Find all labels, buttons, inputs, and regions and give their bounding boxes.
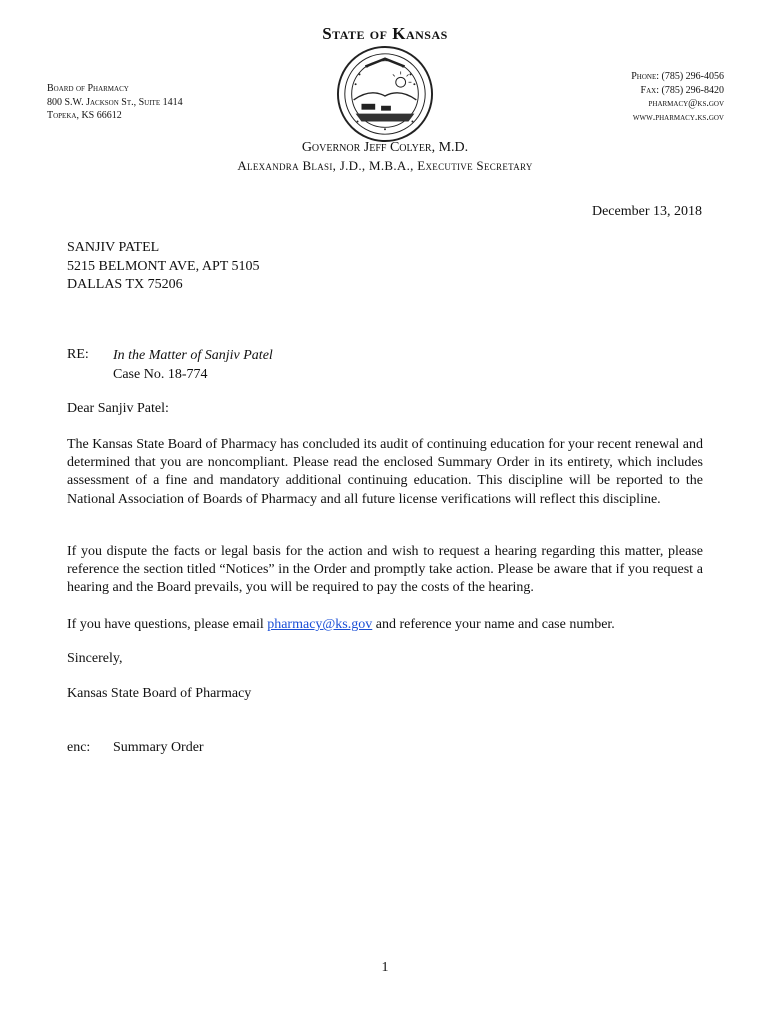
re-block (113, 347, 273, 384)
contact-phone: Phone: (785) 296-4056 (631, 71, 724, 82)
body-paragraph-1: The Kansas State Board of Pharmacy has concluded its audit of continuing education for your recent renewal and determined that you are noncompliant. Please read the enclosed Summary Order in its entirety, which includes assessment of a fine and mandatory additional continuing education. This discipline will be reported to the National Association of Boards of Pharmacy and all future license verifications will reflect this discipline. (67, 437, 703, 507)
contact-website[interactable]: www.pharmacy.ks.gov (632, 111, 724, 123)
salutation: Dear Sanjiv Patel: (67, 401, 169, 416)
agency-address-block (47, 82, 183, 123)
secretary-line: Alexandra Blasi, J.D., M.B.A., Executive Secretary (237, 158, 533, 173)
paragraph-3-tail: and reference your name and case number. (372, 617, 615, 632)
email-link[interactable]: pharmacy@ks.gov (267, 617, 373, 632)
contact-info-block (631, 70, 724, 124)
re-case-number: Case No. 18-774 (113, 366, 208, 382)
recipient-name: SANJIV PATEL (67, 240, 160, 255)
closing: Sincerely, (67, 651, 123, 666)
page-number: 1 (381, 960, 389, 975)
re-matter: In the Matter of Sanjiv Patel (113, 348, 273, 363)
paragraph-3-lead: If you have questions, please email (67, 617, 268, 632)
letter-date: December 13, 2018 (591, 204, 702, 219)
enclosure-label: enc: (67, 740, 91, 755)
agency-city: Topeka, KS 66612 (47, 110, 122, 121)
re-label: RE: (67, 347, 89, 362)
enclosure-value: Summary Order (113, 740, 204, 755)
body-paragraph-3 (67, 616, 703, 634)
agency-street: 800 S.W. Jackson St., Suite 1414 (47, 96, 183, 108)
kansas-state-seal-icon (336, 45, 434, 143)
governor-line: Governor Jeff Colyer, M.D. (301, 140, 469, 155)
recipient-city: DALLAS TX 75206 (67, 277, 183, 292)
state-title: State of Kansas (322, 24, 448, 43)
body-paragraph-2: If you dispute the facts or legal basis for the action and wish to request a hearing regarding this matter, please reference the section titled “Notices” in the Order and promptly take action. Please be aware that if you request a hearing and the Board prevails, you will be required to pay the costs of the hearing. (67, 544, 703, 596)
contact-email[interactable]: pharmacy@ks.gov (648, 98, 724, 109)
signer: Kansas State Board of Pharmacy (67, 686, 252, 701)
recipient-address (67, 239, 260, 295)
agency-name: Board of Pharmacy (47, 83, 129, 94)
recipient-street: 5215 BELMONT AVE, APT 5105 (67, 258, 260, 274)
contact-fax: Fax: (785) 296-8420 (640, 84, 724, 96)
